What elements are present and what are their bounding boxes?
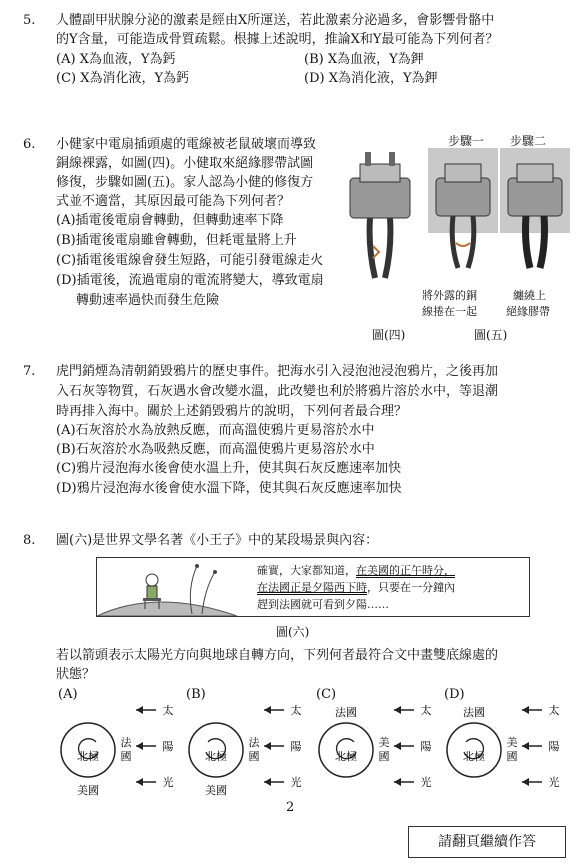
arrowhead-icon — [264, 742, 271, 750]
little-prince-scene — [96, 557, 530, 617]
arrowhead-icon — [522, 778, 529, 786]
option-c: (C) X為消化液，Y為鈣 — [56, 71, 190, 86]
question-number: 6. — [23, 137, 36, 152]
q8-option-a — [58, 686, 174, 797]
figure-6-caption: 圖(六) — [276, 625, 310, 639]
question-text: 若以箭頭表示太陽光方向與地球自轉方向，下列何者最符合文中畫雙底線處的 — [56, 648, 499, 663]
arrowhead-icon — [264, 778, 271, 786]
earth-rotation-diagram — [444, 700, 569, 805]
earth-rotation-diagram — [58, 700, 183, 805]
option-a: (A)石灰溶於水為放熱反應，而高溫使鴉片更易溶於水中 — [56, 423, 375, 438]
sunlight-label: 陽 — [290, 740, 302, 753]
country-label: 國 — [506, 750, 518, 763]
note-step1-b: 線捲在一起 — [422, 305, 477, 318]
option-a: (A)插電後電扇會轉動，但轉動速率下降 — [56, 213, 284, 228]
question-text: 小健家中電扇插頭處的電線被老鼠破壞而導致 — [56, 137, 317, 152]
question-text: 狀態？ — [56, 667, 96, 682]
sunlight-label: 光 — [290, 776, 302, 789]
country-label: 美 — [506, 736, 518, 749]
option-c: (C)鴉片浸泡海水後會使水溫上升，使其與石灰反應速率加快 — [56, 461, 402, 476]
country-label: 美國 — [205, 784, 227, 797]
sunlight-label: 太 — [162, 704, 174, 717]
option-b: (B) X為血液，Y為鉀 — [304, 52, 424, 67]
step2-label: 步驟二 — [510, 134, 547, 148]
sunlight-label: 太 — [420, 704, 432, 717]
north-pole-label: 北極 — [463, 750, 485, 763]
q8-option-d — [444, 686, 560, 789]
option-a: (A) X為血液，Y為鈣 — [56, 52, 176, 67]
sunlight-label: 太 — [548, 704, 560, 717]
option-label: (C) — [316, 687, 337, 702]
option-d: (D)插電後，流過電扇的電流將變大，導致電扇 — [56, 273, 324, 288]
sunlight-label: 光 — [162, 776, 174, 789]
sunlight-label: 太 — [290, 704, 302, 717]
step1-label: 步驟一 — [448, 134, 485, 148]
arrowhead-icon — [136, 706, 143, 714]
arrowhead-icon — [394, 742, 401, 750]
question-number: 5. — [23, 13, 36, 28]
question-text: 虎門銷煙為清朝銷毀鴉片的歷史事件。把海水引入浸泡池浸泡鴉片，之後再加 — [56, 364, 499, 379]
arrowhead-icon — [522, 706, 529, 714]
quote-underlined: 在法國正是夕陽西下時 — [257, 581, 367, 594]
earth-rotation-diagram — [316, 700, 441, 805]
question-number: 7. — [23, 364, 36, 379]
country-label: 國 — [378, 750, 390, 763]
quote-text: ，只要在一分鐘內 — [367, 581, 455, 594]
option-b: (B)插電後電扇雖會轉動，但耗電量將上升 — [56, 233, 297, 248]
arrowhead-icon — [522, 742, 529, 750]
note-step2-b: 絕緣膠帶 — [506, 305, 550, 318]
question-text: 人體副甲狀腺分泌的激素是經由X所運送，若此激素分泌過多，會影響骨骼中 — [56, 13, 495, 28]
question-text: 銅線裸露，如圖(四)。小健取來絕緣膠帶試圖 — [56, 156, 314, 171]
country-label: 法 — [248, 736, 260, 749]
question-text: 式並不適當，其原因最可能為下列何者？ — [56, 194, 291, 209]
arrowhead-icon — [136, 742, 143, 750]
q8-option-c — [316, 686, 432, 789]
option-d: (D) X為消化液，Y為鉀 — [304, 71, 438, 86]
figure-5-caption: 圖(五) — [474, 328, 508, 342]
little-prince-illustration — [97, 558, 247, 616]
north-pole-label: 北極 — [205, 750, 227, 763]
north-pole-label: 北極 — [335, 750, 357, 763]
sunlight-label: 光 — [420, 776, 432, 789]
country-label: 法國 — [463, 706, 485, 719]
arrowhead-icon — [394, 778, 401, 786]
sunlight-label: 陽 — [162, 740, 174, 753]
arrowhead-icon — [136, 778, 143, 786]
figure-4-caption: 圖(四) — [372, 328, 406, 342]
note-step2: 纏繞上 — [513, 289, 546, 302]
sunlight-label: 光 — [548, 776, 560, 789]
question-text: 入石灰等物質，石灰遇水會改變水溫，此改變也利於將鴉片溶於水中，等退潮 — [56, 384, 499, 399]
option-label: (D) — [444, 687, 465, 702]
page-number: 2 — [286, 800, 295, 815]
option-label: (A) — [58, 687, 78, 702]
question-number: 8. — [23, 533, 36, 548]
country-label: 美國 — [77, 784, 99, 797]
north-pole-label: 北極 — [77, 750, 99, 763]
option-label: (B) — [186, 687, 206, 702]
option-b: (B)石灰溶於水為吸熱反應，而高溫使鴉片更易溶於水中 — [56, 442, 375, 457]
earth-rotation-diagram — [186, 700, 311, 805]
quote-underlined: 在美國的正午時分， — [356, 564, 455, 577]
country-label: 法國 — [335, 706, 357, 719]
country-label: 國 — [120, 750, 132, 763]
option-d-cont: 轉動速率過快而發生危險 — [76, 293, 220, 308]
option-d: (D)鴉片浸泡海水後會使水溫下降，使其與石灰反應速率加快 — [56, 481, 402, 496]
sunlight-label: 陽 — [420, 740, 432, 753]
sunlight-label: 陽 — [548, 740, 560, 753]
quote-text: 確實，大家都知道， — [257, 564, 356, 577]
country-label: 法 — [120, 736, 132, 749]
quote-text: 趕到法國就可看到夕陽…… — [257, 598, 389, 611]
question-text: 的Y含量，可能造成骨質疏鬆。根據上述說明，推論X和Y最可能為下列何者？ — [56, 32, 499, 47]
country-label: 美 — [378, 736, 390, 749]
arrowhead-icon — [264, 706, 271, 714]
q8-option-b — [186, 686, 302, 797]
question-text: 修復，步驟如圖(五)。家人認為小健的修復方 — [56, 175, 314, 190]
arrowhead-icon — [394, 706, 401, 714]
question-text: 時再排入海中。關於上述銷毀鴉片的說明，下列何者最合理？ — [56, 404, 408, 419]
country-label: 國 — [248, 750, 260, 763]
question-text: 圖(六)是世界文學名著《小王子》中的某段場景與內容： — [56, 533, 379, 548]
continue-notice: 請翻頁繼續作答 — [408, 826, 566, 858]
option-c: (C)插電後電線會發生短路，可能引發電線走火 — [56, 253, 324, 268]
note-step1: 將外露的銅 — [422, 289, 477, 302]
